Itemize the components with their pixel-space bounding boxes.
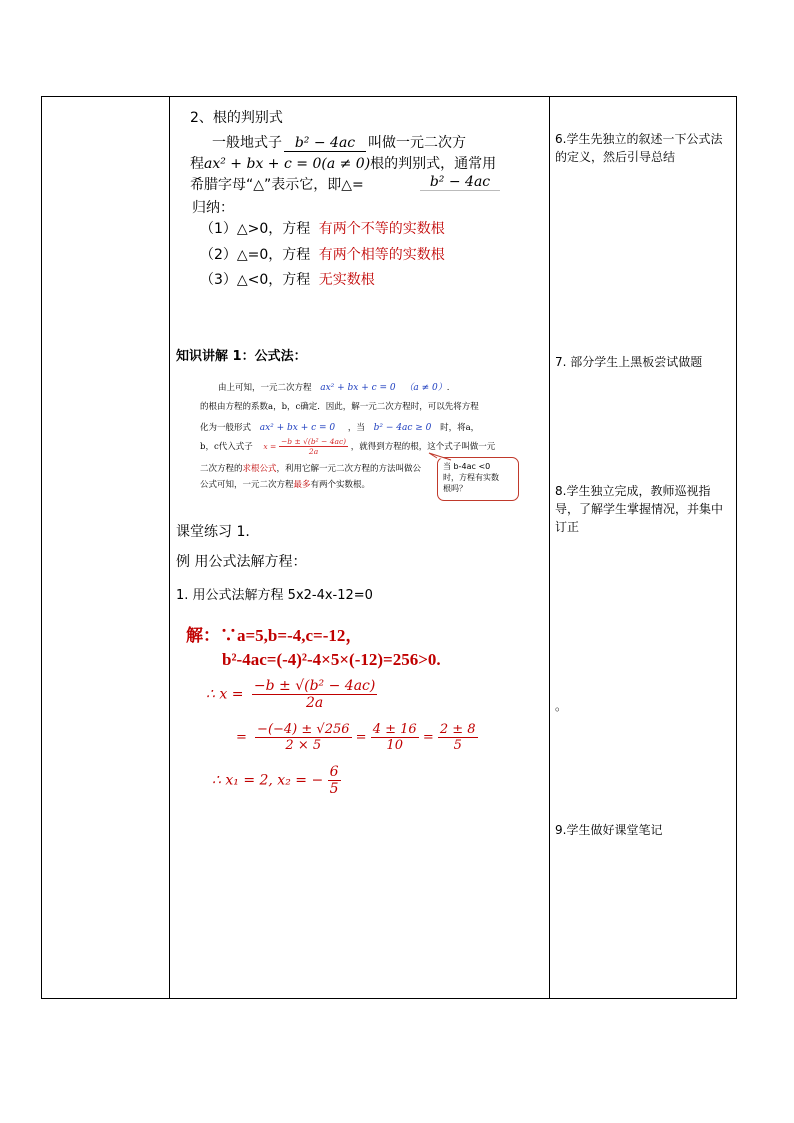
- discriminant-line-3: [190, 174, 364, 194]
- equation: ax² + bx + c = 0(a ≠ 0): [204, 156, 371, 172]
- knowledge-line-3: [200, 421, 479, 433]
- equals: =: [236, 730, 247, 745]
- denominator: 2 × 5: [285, 738, 322, 753]
- text: b，c代入式子: [200, 442, 253, 452]
- callout-pointer: [415, 450, 455, 470]
- case-3: [200, 269, 375, 289]
- text: 由上可知，一元二次方程: [218, 383, 312, 393]
- equals: =: [355, 730, 367, 745]
- case-result: 无实数根: [318, 272, 375, 288]
- problem-1: 1. 用公式法解方程 5x2-4x-12=0: [176, 588, 373, 603]
- note-8: 8.学生独立完成，教师巡视指导，了解学生掌握情况，并集中订正: [555, 484, 724, 534]
- text: 化为一般形式: [200, 423, 252, 433]
- fraction: [328, 764, 341, 797]
- denominator: 5: [453, 738, 462, 753]
- formula: ax² + bx + c = 0: [320, 383, 396, 393]
- x-label: ∴ x =: [206, 686, 244, 703]
- knowledge-line-2: 的根由方程的系数a，b，c确定．因此，解一元二次方程时，可以先将方程: [200, 402, 479, 412]
- numerator: 2 ± 8: [439, 722, 476, 737]
- case-prefix: （1）△>0，方程: [200, 221, 311, 237]
- text: 根的判别式，通常用: [370, 156, 497, 172]
- denominator: 2a: [305, 695, 324, 711]
- case-prefix: （3）△<0，方程: [200, 272, 311, 288]
- callout-text: 根吗？: [443, 484, 467, 493]
- numerator: 4 ± 16: [372, 722, 417, 737]
- text: 叫做一元二次方: [368, 135, 466, 151]
- fraction: [252, 678, 377, 711]
- solution-line-1: 解：∵a=5,b=-4,c=-12，: [186, 626, 363, 645]
- note-dot: 。: [555, 699, 568, 713]
- case-2: [200, 244, 445, 264]
- denominator: 10: [386, 738, 403, 753]
- numerator: −b ± √(b² − 4ac): [253, 678, 376, 694]
- delta-expr: b² − 4ac: [429, 174, 491, 190]
- numerator: −b ± √(b² − 4ac): [281, 437, 347, 446]
- practice-title: 课堂练习 1.: [176, 524, 250, 540]
- callout-text: 当 b-4ac <0: [443, 462, 491, 471]
- final-text: ∴ x₁ = 2, x₂ = −: [212, 772, 324, 789]
- numerator: −(−4) ± √256: [257, 722, 350, 737]
- text: 时，将a，: [440, 423, 480, 433]
- fraction: [255, 722, 351, 753]
- fraction: [371, 722, 419, 753]
- solution-formula-1: [206, 678, 377, 711]
- solution-final: [212, 764, 341, 797]
- section-heading: 2、根的判别式: [190, 110, 283, 126]
- case-1: [200, 218, 445, 238]
- note-9: 9.学生做好课堂笔记: [555, 823, 663, 837]
- text: 希腊字母“△”表示它，即△=: [190, 177, 364, 193]
- text: ，利用它解一元二次方程的方法叫做公: [276, 464, 422, 474]
- denominator: 5: [329, 781, 339, 797]
- formula: x =: [263, 442, 277, 451]
- blank-expr: [284, 135, 366, 152]
- text: ，就得到方程的根，这个式子叫做一元: [350, 442, 496, 452]
- knowledge-line-1: [218, 380, 449, 393]
- text: 公式可知，一元二次方程: [200, 480, 294, 490]
- discriminant-line-1: [212, 132, 466, 152]
- text: ，当: [347, 423, 365, 433]
- column-divider-2: [549, 97, 550, 998]
- note-7: 7. 部分学生上黑板尝试做题: [555, 355, 703, 369]
- highlight: 最多: [293, 480, 311, 490]
- text: .: [446, 383, 450, 393]
- denominator: 2a: [308, 447, 319, 456]
- example-label: 例 用公式法解方程：: [176, 554, 307, 570]
- text: 有两个实数根。: [310, 480, 371, 490]
- case-result: 有两个相等的实数根: [318, 247, 445, 263]
- formula: （a ≠ 0）: [404, 383, 447, 393]
- text: 一般地式子: [212, 135, 282, 151]
- text: 程: [190, 156, 204, 172]
- column-divider-1: [169, 97, 170, 998]
- knowledge-line-6: [200, 478, 370, 490]
- solution-line-2: b²-4ac=(-4)²-4×5×(-12)=256>0.: [222, 650, 441, 669]
- fraction: [438, 722, 478, 753]
- formula: b² − 4ac ≥ 0: [373, 423, 432, 433]
- delta-blank: [420, 174, 500, 191]
- callout-text: 时，方程有实数: [443, 473, 499, 482]
- case-result: 有两个不等的实数根: [318, 221, 445, 237]
- knowledge-title: 知识讲解 1：公式法：: [176, 349, 307, 364]
- expr: b² − 4ac: [294, 135, 356, 151]
- case-prefix: （2）△=0，方程: [200, 247, 311, 263]
- knowledge-line-5: [200, 462, 421, 474]
- conclude-label: 归纳：: [192, 200, 234, 216]
- highlight: 求根公式: [242, 464, 277, 474]
- discriminant-line-2: [190, 153, 496, 173]
- formula: ax² + bx + c = 0: [259, 423, 336, 433]
- note-6: 6.学生先独立的叙述一下公式法的定义，然后引导总结: [555, 132, 723, 164]
- solution-formula-2: [236, 722, 478, 753]
- text: 二次方程的: [200, 464, 243, 474]
- numerator: 6: [329, 764, 339, 780]
- equals: =: [422, 730, 434, 745]
- root-formula: [279, 437, 348, 456]
